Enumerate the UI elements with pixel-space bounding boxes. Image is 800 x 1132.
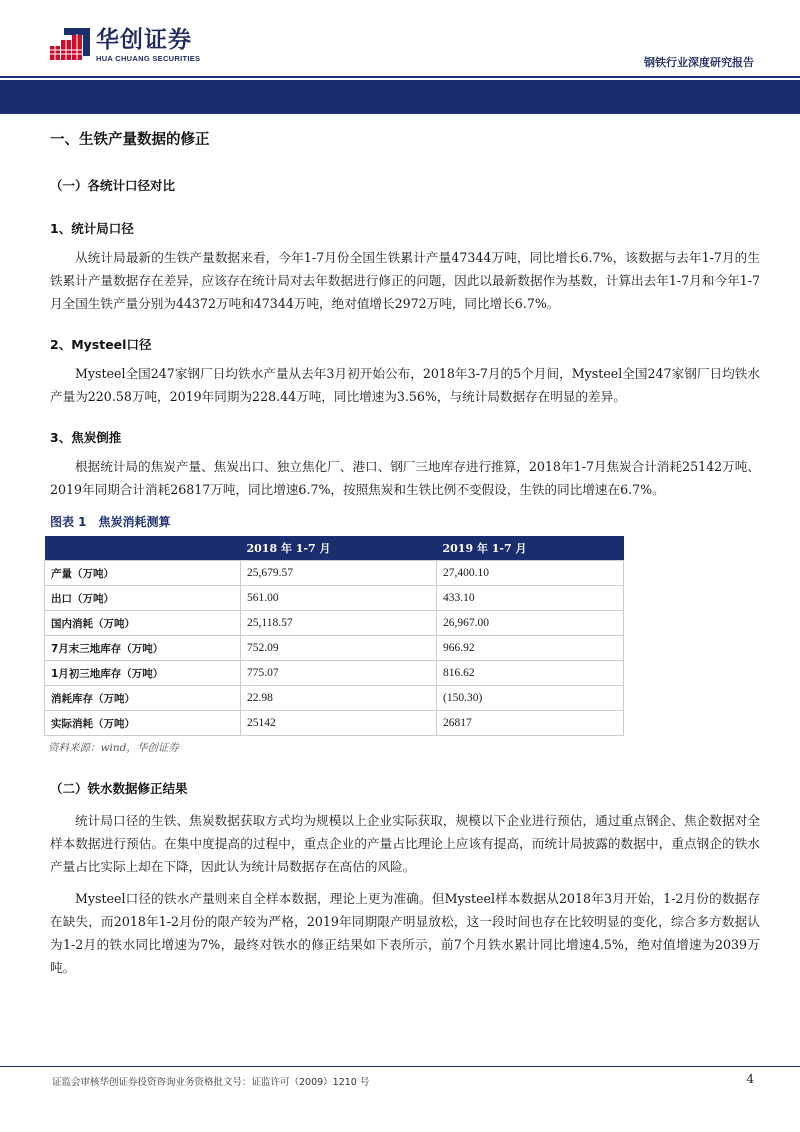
item-title-mysteel: 2、Mysteel口径 [50,337,152,352]
row-label: 7月末三地库存（万吨） [45,636,241,661]
cell-2019: 816.62 [437,661,624,686]
row-label: 消耗库存（万吨） [45,686,241,711]
figure-title: 图表 1 焦炭消耗测算 [50,515,171,529]
cell-2018: 775.07 [241,661,437,686]
row-label: 产量（万吨） [45,561,241,586]
paragraph-correction-2: Mysteel口径的铁水产量则来自全样本数据，理论上更为准确。但Mysteel样本数据从2018年3月开始，1-2月份的数据存在缺失，而2018年1-2月份的限产较为严格，2019年同期限产明显放松，这一段时间也存在比较明显的变化，综合多方数据认为1-2月的铁水同比增速为7%，最终对铁水的修正结果如下表所示，前7个月铁水累计同比增速4.5%，绝对值增速为2039万吨。 [50,891,760,975]
row-label: 出口（万吨） [45,586,241,611]
page-header [0,0,800,80]
cell-2018: 752.09 [241,636,437,661]
cell-2019: 966.92 [437,636,624,661]
paragraph-correction-1: 统计局口径的生铁、焦炭数据获取方式均为规模以上企业实际获取，规模以下企业进行预估，通过重点钢企、焦企数据对全样本数据进行预估。在集中度提高的过程中，重点企业的产量占比理论上应该有提高，而统计局披露的数据中，重点钢企的铁水产量占比实际上却在下降，因此认为统计局数据存在高估的风险。 [50,813,760,874]
subsection-title-1: （一）各统计口径对比 [50,178,176,193]
footer-disclaimer: 证监会审核华创证券投资咨询业务资格批文号：证监许可（2009）1210 号 [52,1077,370,1088]
row-label: 实际消耗（万吨） [45,711,241,736]
table-row [45,611,624,636]
cell-2018: 25,679.57 [241,561,437,586]
table-row [45,661,624,686]
brand-logo-icon [50,28,92,64]
brand-name-en: HUA CHUANG SECURITIES [96,54,201,63]
cell-2018: 561.00 [241,586,437,611]
paragraph-mysteel: Mysteel全国247家钢厂日均铁水产量从去年3月初开始公布，2018年3-7月的5个月间，Mysteel全国247家钢厂日均铁水产量为220.58万吨，2019年同期为228.44万吨，同比增速为3.56%，与统计局数据存在明显的差异。 [50,366,760,404]
cell-2019: (150.30) [437,686,624,711]
table-header-cell: 2018 年 1-7 月 [241,536,437,561]
table-row [45,686,624,711]
cell-2019: 433.10 [437,586,624,611]
row-label: 国内消耗（万吨） [45,611,241,636]
table-row [45,636,624,661]
main-content [50,124,760,979]
cell-2019: 26,967.00 [437,611,624,636]
cell-2018: 25142 [241,711,437,736]
paragraph-nbs: 从统计局最新的生铁产量数据来看，今年1-7月份全国生铁累计产量47344万吨，同比增长6.7%，该数据与去年1-7月的生铁累计产量数据存在差异，应该存在统计局对去年数据进行修正的问题，因此以最新数据作为基数，计算出去年1-7月和今年1-7月全国生铁产量分别为44372万吨和47344万吨，绝对值增长2972万吨，同比增长6.7%。 [50,250,760,311]
cell-2018: 22.98 [241,686,437,711]
figure-source: 资料来源：wind，华创证券 [48,742,179,754]
section-title: 一、生铁产量数据的修正 [50,132,210,148]
row-label: 1月初三地库存（万吨） [45,661,241,686]
cell-2018: 25,118.57 [241,611,437,636]
coke-consumption-table [44,536,624,736]
cell-2019: 27,400.10 [437,561,624,586]
item-title-nbs: 1、统计局口径 [50,221,134,236]
header-divider [0,76,800,78]
page-number: 4 [746,1072,754,1086]
brand-name-cn: 华创证券 [96,27,192,53]
brand-name [96,27,200,63]
table-row [45,561,624,586]
paragraph-coke: 根据统计局的焦炭产量、焦炭出口、独立焦化厂、港口、钢厂三地库存进行推算，2018年1-7月焦炭合计消耗25142万吨、2019年同期合计消耗26817万吨，同比增速6.7%，按照焦炭和生铁比例不变假设，生铁的同比增速在6.7%。 [50,459,760,497]
header-band [0,80,800,114]
table-header-cell: 2019 年 1-7 月 [437,536,624,561]
footer-divider [0,1066,800,1067]
cell-2019: 26817 [437,711,624,736]
report-type: 钢铁行业深度研究报告 [644,56,754,69]
table-header-cell [45,536,241,561]
item-title-coke: 3、焦炭倒推 [50,430,122,445]
table-row [45,586,624,611]
table-header-row [45,536,624,561]
subsection-title-2: （二）铁水数据修正结果 [50,781,188,796]
table-row [45,711,624,736]
